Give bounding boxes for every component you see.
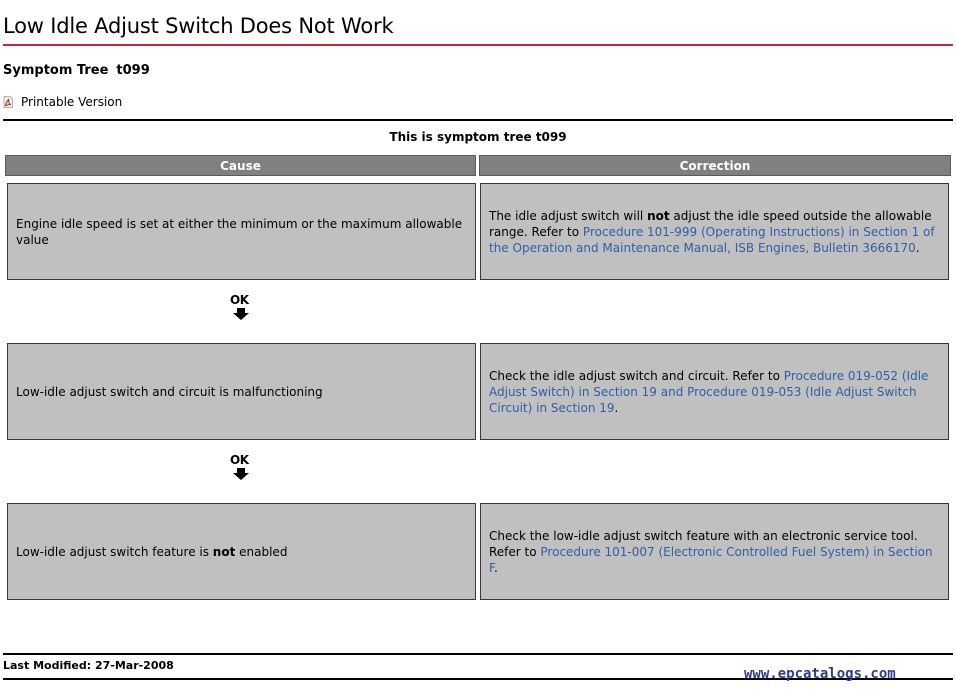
last-modified xyxy=(3,659,174,672)
title-divider xyxy=(3,44,953,46)
last-modified-date: 27-Mar-2008 xyxy=(94,659,174,672)
ok-arrow-icon xyxy=(228,455,254,481)
emphasis-not: not xyxy=(212,544,236,559)
cause-cell xyxy=(7,343,476,440)
column-header-correction: Correction xyxy=(479,155,951,176)
ok-label: OK xyxy=(230,453,249,467)
ok-arrow-icon xyxy=(228,295,254,321)
pdf-icon[interactable] xyxy=(3,96,13,108)
symptom-tree-heading xyxy=(3,63,150,78)
printable-version-link[interactable] xyxy=(3,95,122,109)
correction-cell xyxy=(480,183,949,280)
symptom-tree-label: Symptom Tree xyxy=(3,63,109,78)
printable-version-label[interactable]: Printable Version xyxy=(21,95,123,109)
procedure-101-007-link[interactable]: Procedure 101-007 (Electronic Controlled Fuel System) in Section F xyxy=(489,544,933,575)
cause-text: Low-idle adjust switch and circuit is malfunctioning xyxy=(16,384,323,399)
cause-cell xyxy=(7,183,476,280)
table-caption: This is symptom tree t099 xyxy=(389,130,567,144)
correction-cell xyxy=(480,503,949,600)
procedure-101-999-link[interactable]: Procedure 101-999 (Operating Instructions) in Section 1 of the Operation and Maintenance Manual, ISB Engines, Bulletin 3666170 xyxy=(489,224,935,255)
last-modified-label: Last Modified: xyxy=(3,659,92,672)
column-header-cause: Cause xyxy=(5,155,476,176)
correction-text: The idle adjust switch will not adjust the idle speed outside the allowable range. Refer to Procedure 101-999 (Operating Instructions) in Section 1 of the Operation and Maintenance Manual, ISB Engines, Bulletin 3666170. xyxy=(489,208,935,255)
page-title: Low Idle Adjust Switch Does Not Work xyxy=(3,14,394,38)
correction-text: Check the idle adjust switch and circuit. Refer to Procedure 019-052 (Idle Adjust Switch) in Section 19 and Procedure 019-053 (Idle Adjust Switch Circuit) in Section 19. xyxy=(489,368,929,415)
correction-text: Check the low-idle adjust switch feature with an electronic service tool. Refer to Procedure 101-007 (Electronic Controlled Fuel System) in Section F. xyxy=(489,528,933,575)
cause-text: Low-idle adjust switch feature is not enabled xyxy=(16,544,288,559)
footer-top-rule xyxy=(3,653,953,655)
cause-text: Engine idle speed is set at either the minimum or the maximum allowable value xyxy=(16,216,463,247)
cause-cell xyxy=(7,503,476,600)
symptom-tree-code: t099 xyxy=(116,63,150,78)
content-top-rule xyxy=(3,119,953,121)
watermark: www.epcatalogs.com xyxy=(744,666,896,682)
emphasis-not: not xyxy=(647,208,670,223)
procedure-019-052-link[interactable]: Procedure 019-052 (Idle Adjust Switch) in Section 19 and Procedure 019-053 (Idle Adjust Switch Circuit) in Section 19 xyxy=(489,368,929,415)
ok-label: OK xyxy=(230,293,249,307)
correction-cell xyxy=(480,343,949,440)
